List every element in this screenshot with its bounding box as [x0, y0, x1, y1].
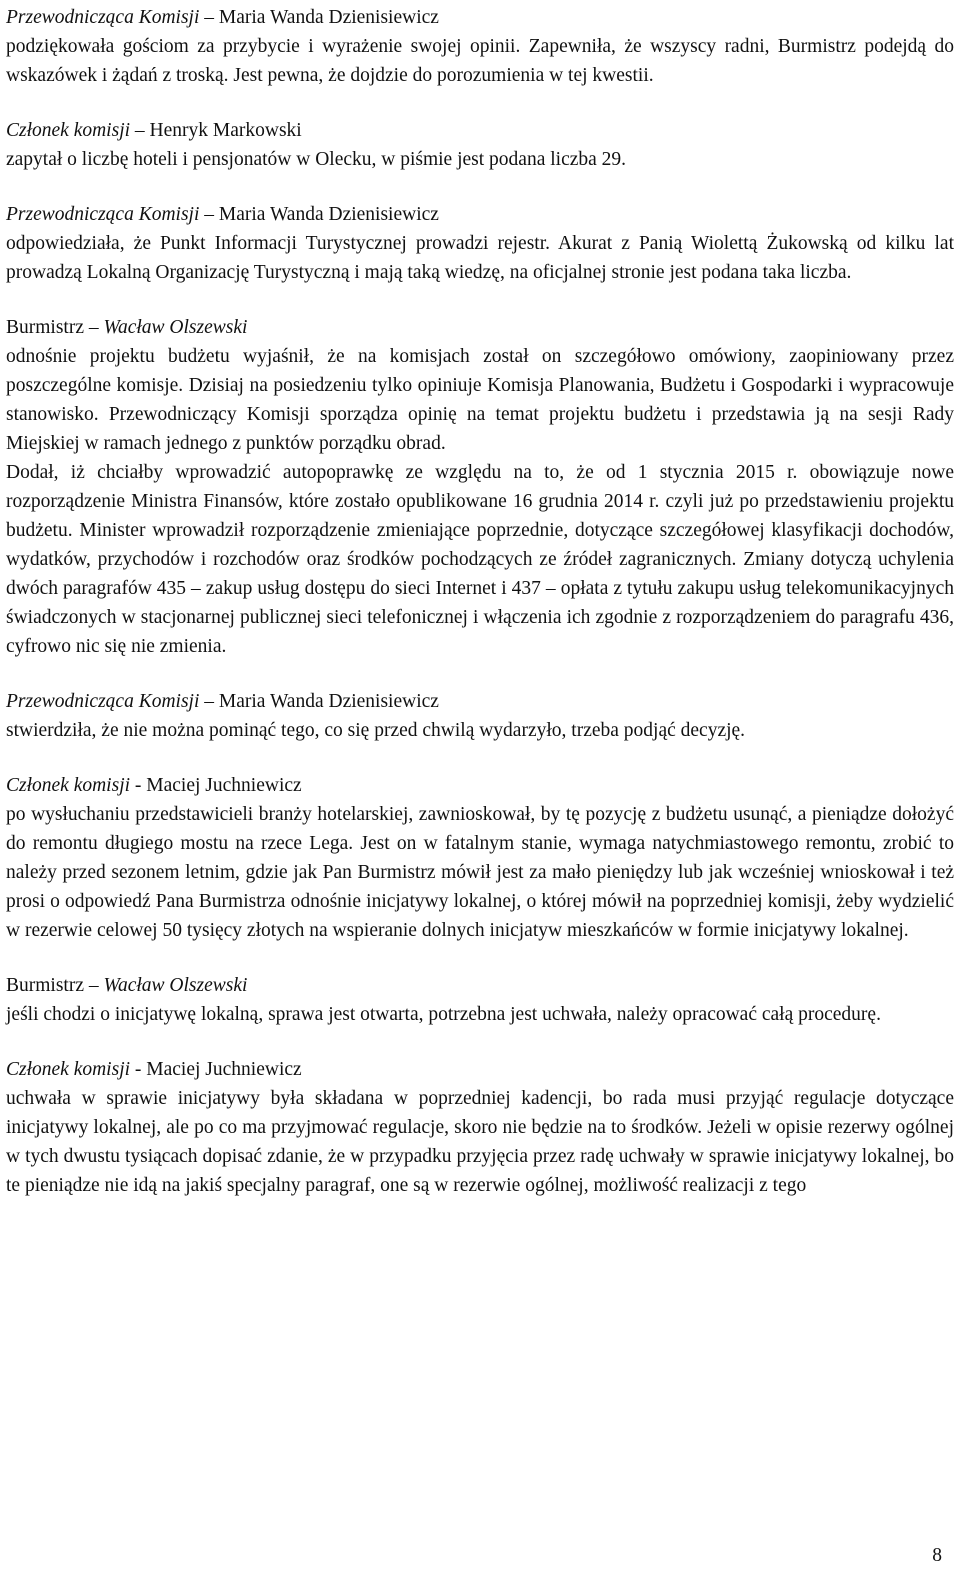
- statement-paragraph: podziękowała gościom za przybycie i wyrażenie swojej opinii. Zapewniła, że wszyscy radni, Burmistrz podejdą do wskazówek i żądań z troską. Jest pewna, że dojdzie do porozumienia w tej kwestii.: [6, 36, 954, 86]
- speaker-name: Henryk Markowski: [149, 120, 302, 141]
- statement-paragraph: stwierdziła, że nie można pominąć tego, co się przed chwilą wydarzyło, trzeba podjąć decyzję.: [6, 720, 746, 741]
- speaker-name: Maria Wanda Dzienisiewicz: [218, 204, 439, 225]
- speaker-block: [6, 116, 954, 174]
- speaker-line: [6, 971, 954, 1000]
- speaker-name: Wacław Olszewski: [103, 317, 248, 338]
- speaker-role: Burmistrz: [6, 317, 84, 338]
- statement-paragraph: odnośnie projektu budżetu wyjaśnił, że na komisjach został on szczegółowo omówiony, zaopiniowany przez poszczególne komisje. Dzisiaj na posiedzeniu tylko opiniuje Komisja Planowania, Budżetu i Gospodarki i wypracowuje stanowisko. Przewodniczący Komisji sporządza opinię na temat projektu budżetu i przedstawia ją na sesji Rady Miejskiej w ramach jednego z punktów porządku obrad.: [6, 346, 954, 454]
- speaker-line: [6, 3, 954, 32]
- speaker-role: Przewodnicząca Komisji: [6, 7, 200, 28]
- speaker-block: [6, 313, 954, 661]
- statement-paragraph: Dodał, iż chciałby wprowadzić autopoprawkę ze względu na to, że od 1 stycznia 2015 r. obowiązuje nowe rozporządzenie Ministra Finansów, które zostało opublikowane 16 grudnia 2014 r. czyli już po przedstawieniu projektu budżetu. Minister wprowadził rozporządzenie zmieniające poprzednie, dotyczące szczegółowej klasyfikacji dochodów, wydatków, przychodów i rozchodów oraz środków pochodzących ze źródeł zagranicznych. Zmiany dotyczą uchylenia dwóch paragrafów 435 – zakup usług dostępu do sieci Internet i 437 – opłata z tytułu zakupu usług telekomunikacyjnych świadczonych w stacjonarnej publicznej sieci telefonicznej i włączenia ich zgodnie z rozporządzeniem do paragrafu 436, cyfrowo nic się nie zmienia.: [6, 462, 954, 657]
- speaker-block: [6, 687, 954, 745]
- statement-paragraph: jeśli chodzi o inicjatywę lokalną, sprawa jest otwarta, potrzebna jest uchwała, należy opracować całą procedurę.: [6, 1004, 881, 1025]
- speaker-role: Członek komisji: [6, 775, 131, 796]
- page-number: 8: [932, 1545, 942, 1566]
- speaker-separator: -: [130, 775, 147, 796]
- speaker-separator: –: [84, 975, 104, 996]
- statement-paragraph: po wysłuchaniu przedstawicieli branży hotelarskiej, zawnioskował, by tę pozycję z budżetu usunąć, a pieniądze dołożyć do remontu długiego mostu na rzece Lega. Jest on w fatalnym stanie, wymaga natychmiastowego remontu, zrobić to należy przed sezonem letnim, gdzie jak Pan Burmistrz mówił jest za mało pieniędzy lub jak wcześniej wnioskował i też prosi o odpowiedź Pana Burmistrza odnośnie inicjatywy lokalnej, o której mówił na poprzedniej komisji, żeby wydzielić w rezerwie celowej 50 tysięcy złotych na wspieranie dolnych inicjatyw mieszkańców w formie inicjatywy lokalnej.: [6, 804, 954, 941]
- speaker-block: [6, 1055, 954, 1200]
- speaker-block: [6, 771, 954, 945]
- speaker-separator: –: [199, 204, 219, 225]
- speaker-separator: –: [130, 120, 150, 141]
- speaker-line: [6, 116, 954, 145]
- speaker-name: Maria Wanda Dzienisiewicz: [218, 7, 439, 28]
- speaker-line: [6, 687, 954, 716]
- statement-paragraph: odpowiedziała, że Punkt Informacji Turystycznej prowadzi rejestr. Akurat z Panią Wiolettą Żukowską od kilku lat prowadzą Lokalną Organizację Turystyczną i mają taką wiedzę, na oficjalnej stronie jest podana taka liczba.: [6, 233, 954, 283]
- speaker-role: Burmistrz: [6, 975, 84, 996]
- speaker-block: [6, 3, 954, 90]
- speaker-role: Członek komisji: [6, 120, 131, 141]
- speaker-name: Maciej Juchniewicz: [146, 1059, 302, 1080]
- speaker-line: [6, 771, 954, 800]
- speaker-separator: –: [199, 7, 219, 28]
- speaker-role: Przewodnicząca Komisji: [6, 691, 200, 712]
- speaker-separator: –: [84, 317, 104, 338]
- transcript-body: [6, 3, 954, 1200]
- speaker-block: [6, 200, 954, 287]
- speaker-separator: -: [130, 1059, 147, 1080]
- speaker-role: Przewodnicząca Komisji: [6, 204, 200, 225]
- speaker-block: [6, 971, 954, 1029]
- speaker-name: Maciej Juchniewicz: [146, 775, 302, 796]
- statement-paragraph: zapytał o liczbę hoteli i pensjonatów w Olecku, w piśmie jest podana liczba 29.: [6, 149, 627, 170]
- speaker-separator: –: [199, 691, 219, 712]
- speaker-line: [6, 313, 954, 342]
- document-page: [6, 3, 954, 1226]
- speaker-line: [6, 1055, 954, 1084]
- statement-paragraph: uchwała w sprawie inicjatywy była składana w poprzedniej kadencji, bo rada musi przyjąć regulacje dotyczące inicjatywy lokalnej, ale po co ma przyjmować regulacje, skoro nie będzie na to środków. Jeżeli w opisie rezerwy ogólnej w tych dwustu tysiącach dopisać zdanie, że w przypadku przyjęcia przez radę uchwały w sprawie inicjatywy lokalnej, bo te pieniądze nie idą na jakiś specjalny paragraf, one są w rezerwie ogólnej, możliwość realizacji z tego: [6, 1088, 954, 1196]
- speaker-name: Wacław Olszewski: [103, 975, 248, 996]
- speaker-name: Maria Wanda Dzienisiewicz: [218, 691, 439, 712]
- speaker-role: Członek komisji: [6, 1059, 131, 1080]
- speaker-line: [6, 200, 954, 229]
